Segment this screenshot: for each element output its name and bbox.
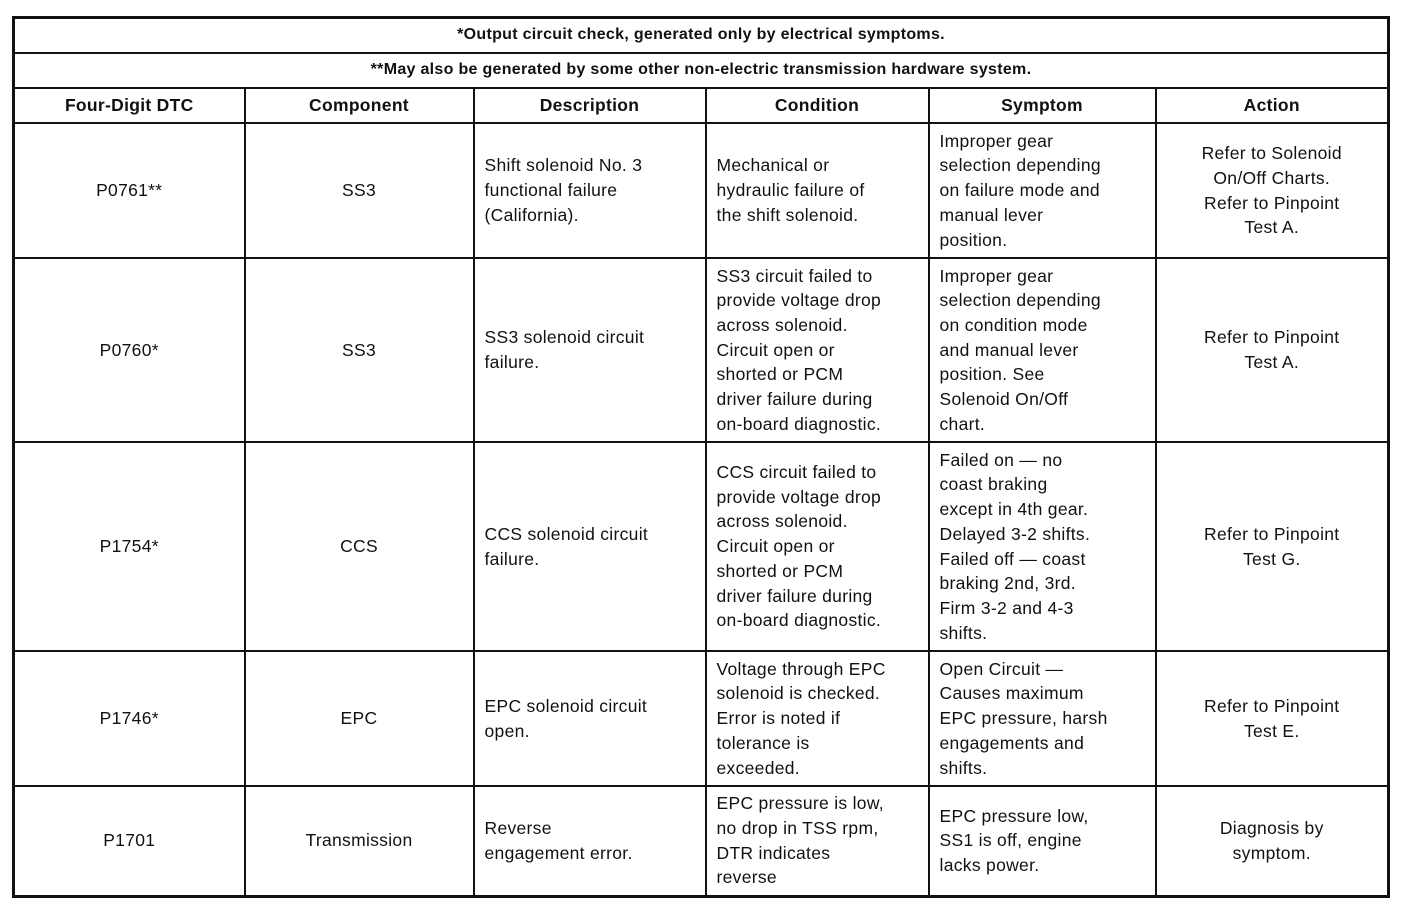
condition-line: on-board diagnostic. <box>716 413 882 434</box>
header-description: Description <box>474 88 706 123</box>
condition-cell <box>706 123 929 258</box>
description-cell <box>474 786 706 896</box>
note-output-circuit: *Output circuit check, generated only by electrical symptoms. <box>14 18 1389 54</box>
action-line: Test E. <box>1243 720 1300 741</box>
header-symptom: Symptom <box>929 88 1156 123</box>
condition-line: shorted or PCM <box>716 560 844 581</box>
dtc-table-body <box>14 123 1389 896</box>
component-cell: EPC <box>245 651 474 786</box>
description-cell <box>474 651 706 786</box>
dtc-cell: P1701 <box>14 786 245 896</box>
action-cell <box>1156 123 1389 258</box>
symptom-cell <box>929 123 1156 258</box>
condition-line: provide voltage drop <box>716 290 882 311</box>
description-line: engagement error. <box>484 842 633 863</box>
condition-line: Voltage through EPC <box>716 658 886 679</box>
header-condition: Condition <box>706 88 929 123</box>
action-line: On/Off Charts. <box>1213 167 1331 188</box>
description-line: EPC solenoid circuit <box>484 695 648 716</box>
symptom-line: Causes maximum <box>939 683 1084 704</box>
condition-line: CCS circuit failed to <box>716 462 877 483</box>
table-row <box>14 786 1389 896</box>
condition-line: driver failure during <box>716 585 873 606</box>
symptom-line: selection depending <box>939 155 1101 176</box>
dtc-cell: P1746* <box>14 651 245 786</box>
description-line: SS3 solenoid circuit <box>484 327 645 348</box>
condition-line: driver failure during <box>716 389 873 410</box>
symptom-line: manual lever <box>939 204 1044 225</box>
description-line: Shift solenoid No. 3 <box>484 155 643 176</box>
component-cell: SS3 <box>245 258 474 442</box>
action-line: Refer to Pinpoint <box>1204 695 1340 716</box>
action-cell <box>1156 258 1389 442</box>
symptom-line: position. See <box>939 364 1045 385</box>
condition-line: solenoid is checked. <box>716 683 881 704</box>
action-line: Refer to Solenoid <box>1201 143 1342 164</box>
symptom-line: Firm 3-2 and 4-3 <box>939 597 1074 618</box>
description-line: functional failure <box>484 180 618 201</box>
condition-cell <box>706 258 929 442</box>
symptom-line: and manual lever <box>939 339 1079 360</box>
symptom-line: EPC pressure low, <box>939 805 1089 826</box>
table-row <box>14 651 1389 786</box>
header-action: Action <box>1156 88 1389 123</box>
action-line: Refer to Pinpoint <box>1204 523 1340 544</box>
symptom-line: lacks power. <box>939 855 1040 876</box>
table-row <box>14 123 1389 258</box>
condition-line: exceeded. <box>716 757 800 778</box>
symptom-line: chart. <box>939 413 986 434</box>
description-line: failure. <box>484 548 540 569</box>
component-cell: SS3 <box>245 123 474 258</box>
description-line: CCS solenoid circuit <box>484 523 649 544</box>
condition-line: shorted or PCM <box>716 364 844 385</box>
symptom-line: selection depending <box>939 290 1101 311</box>
description-cell <box>474 442 706 651</box>
dtc-cell: P0761** <box>14 123 245 258</box>
condition-line: Error is noted if <box>716 708 841 729</box>
action-cell <box>1156 651 1389 786</box>
table-row <box>14 442 1389 651</box>
condition-line: Circuit open or <box>716 536 835 557</box>
condition-line: Circuit open or <box>716 339 835 360</box>
symptom-line: coast braking <box>939 474 1048 495</box>
table-header-row <box>14 88 1389 123</box>
condition-line: tolerance is <box>716 732 810 753</box>
symptom-line: on condition mode <box>939 314 1088 335</box>
condition-line: Mechanical or <box>716 155 830 176</box>
condition-line: hydraulic failure of <box>716 180 865 201</box>
description-cell <box>474 123 706 258</box>
condition-line: no drop in TSS rpm, <box>716 818 879 839</box>
description-line: (California). <box>484 204 579 225</box>
symptom-line: Improper gear <box>939 265 1054 286</box>
symptom-line: on failure mode and <box>939 180 1100 201</box>
condition-line: SS3 circuit failed to <box>716 265 873 286</box>
symptom-line: shifts. <box>939 622 988 643</box>
condition-line: reverse <box>716 867 777 888</box>
component-cell: CCS <box>245 442 474 651</box>
condition-line: the shift solenoid. <box>716 204 859 225</box>
condition-line: provide voltage drop <box>716 486 882 507</box>
action-cell <box>1156 786 1389 896</box>
header-component: Component <box>245 88 474 123</box>
action-line: Test A. <box>1244 217 1300 238</box>
action-line: Test A. <box>1244 352 1300 372</box>
condition-line: DTR indicates <box>716 842 831 863</box>
symptom-line: SS1 is off, engine <box>939 830 1082 851</box>
description-line: failure. <box>484 352 540 372</box>
condition-cell <box>706 651 929 786</box>
symptom-line: Improper gear <box>939 130 1054 151</box>
condition-cell <box>706 786 929 896</box>
action-line: Refer to Pinpoint <box>1204 192 1340 213</box>
condition-cell <box>706 442 929 651</box>
symptom-cell <box>929 786 1156 896</box>
symptom-line: except in 4th gear. <box>939 499 1089 520</box>
table-row <box>14 258 1389 442</box>
description-cell <box>474 258 706 442</box>
header-four-digit-dtc: Four-Digit DTC <box>14 88 245 123</box>
symptom-line: shifts. <box>939 757 988 778</box>
symptom-line: braking 2nd, 3rd. <box>939 573 1076 594</box>
condition-line: across solenoid. <box>716 314 848 335</box>
symptom-line: Open Circuit — <box>939 658 1064 679</box>
component-cell: Transmission <box>245 786 474 896</box>
condition-line: on-board diagnostic. <box>716 610 882 631</box>
action-line: Test G. <box>1242 548 1301 569</box>
symptom-line: Delayed 3-2 shifts. <box>939 523 1091 544</box>
symptom-cell <box>929 442 1156 651</box>
action-line: Refer to Pinpoint <box>1204 327 1340 348</box>
symptom-line: position. <box>939 229 1008 250</box>
symptom-line: Failed off — coast <box>939 548 1086 569</box>
condition-line: EPC pressure is low, <box>716 793 884 814</box>
dtc-cell: P0760* <box>14 258 245 442</box>
symptom-cell <box>929 651 1156 786</box>
action-line: Diagnosis by <box>1219 818 1324 839</box>
note-row-non-electric <box>14 53 1389 88</box>
action-cell <box>1156 442 1389 651</box>
description-line: open. <box>484 720 530 741</box>
description-line: Reverse <box>484 818 552 839</box>
action-line: symptom. <box>1232 842 1311 863</box>
dtc-cell: P1754* <box>14 442 245 651</box>
dtc-table <box>12 16 1390 898</box>
condition-line: across solenoid. <box>716 511 848 532</box>
symptom-cell <box>929 258 1156 442</box>
note-non-electric: **May also be generated by some other non-electric transmission hardware system. <box>14 53 1389 88</box>
note-row-output-circuit <box>14 18 1389 54</box>
symptom-line: Failed on — no <box>939 449 1063 470</box>
symptom-line: engagements and <box>939 732 1085 753</box>
symptom-line: Solenoid On/Off <box>939 389 1069 410</box>
symptom-line: EPC pressure, harsh <box>939 708 1108 729</box>
